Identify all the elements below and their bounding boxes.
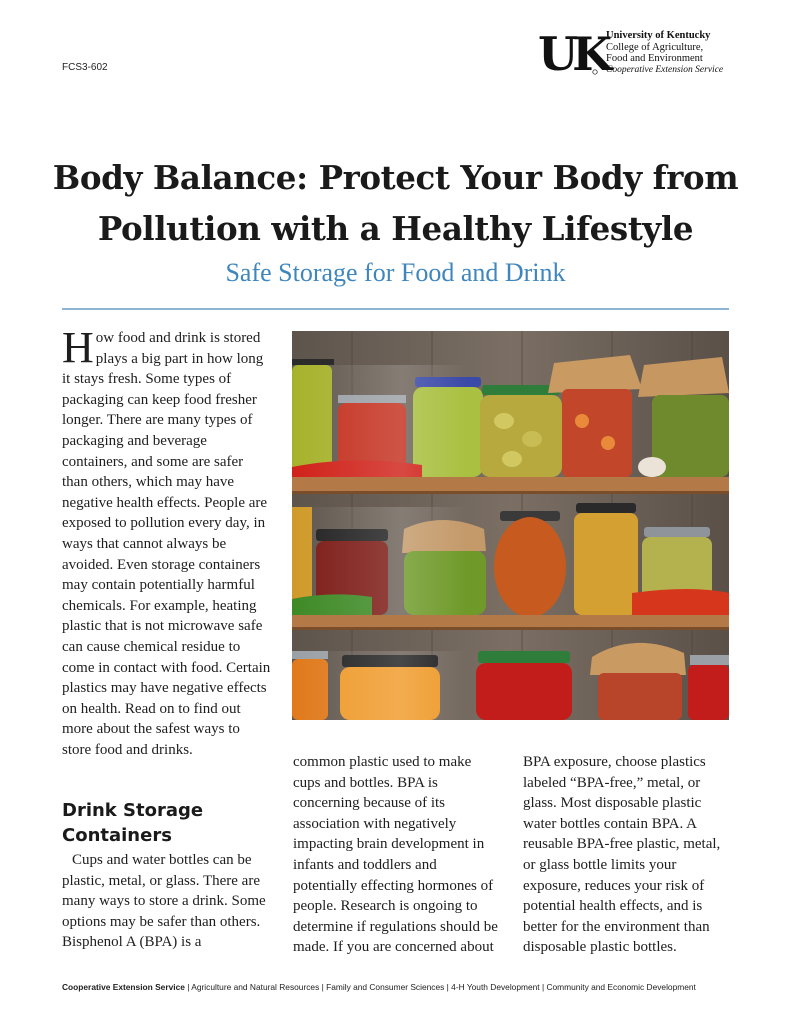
university-name: University of Kentucky (606, 30, 711, 41)
section-heading: Drink Storage Containers (62, 800, 204, 846)
drop-cap: H (62, 323, 94, 372)
footer-rest: | Agriculture and Natural Resources | Family and Consumer Sciences | 4-H Youth Development | Community and Economic Development (184, 982, 696, 992)
extension-service: Cooperative Extension Service (606, 64, 724, 75)
title-divider (62, 308, 729, 310)
intro-text: ow food and drink is stored plays a big part in how long it stays fresh. Some types of packaging can keep food fresher longer. There are many types of packaging and beverage containers, and some are safer than others, which may have negative health effects. People are exposed to pollution every day, in ways that cannot always be avoided. Even storage containers may contain potentially harmful chemicals. For example, heating plastic that is not microwave safe can cause chemical residue to come in contact with food. Certain plastics may have negative effects on health. Read on to find out more about the safest ways to store food and drinks. (62, 330, 271, 758)
footer-programs (62, 982, 742, 992)
drink-storage-paragraph: Cups and water bottles can be plastic, metal, or glass. There are many ways to store a drink. Some options may be safer than others. Bisphenol A (BPA) is a (62, 852, 266, 951)
university-block (606, 30, 723, 76)
college-line-1: College of Agriculture, (606, 41, 704, 53)
column-2-text: common plastic used to make cups and bottles. BPA is concerning because of its association with negatively impacting brain development in infants and toddlers and potentially effecting hormones of people. Research is ongoing to determine if regulations should be made. If you are concerned about (293, 754, 498, 956)
college-line-2: Food and Environment (606, 53, 703, 64)
jars-on-shelves-photo (292, 331, 729, 720)
intro-paragraph (62, 323, 272, 760)
footer-lead: Cooperative Extension Service (62, 982, 185, 992)
page-subtitle: Safe Storage for Food and Drink (225, 258, 566, 287)
title-line-1: Body Balance: Protect Your Body from (52, 158, 739, 197)
column-3-text: BPA exposure, choose plastics labeled “BPA-free,” metal, or glass. Most disposable plastic water bottles contain BPA. A reusable BPA-free plastic, metal, or glass bottle limits your exposure, reduces your risk of potential health effects, and is better for the environment than disposable plastic bottles. (523, 754, 721, 956)
publication-code: FCS3-602 (62, 62, 108, 73)
page-title (40, 152, 751, 254)
title-line-2: Pollution with a Healthy Lifestyle (97, 209, 694, 248)
logo-letters: UK (538, 27, 607, 81)
uk-logo-icon (537, 27, 607, 81)
